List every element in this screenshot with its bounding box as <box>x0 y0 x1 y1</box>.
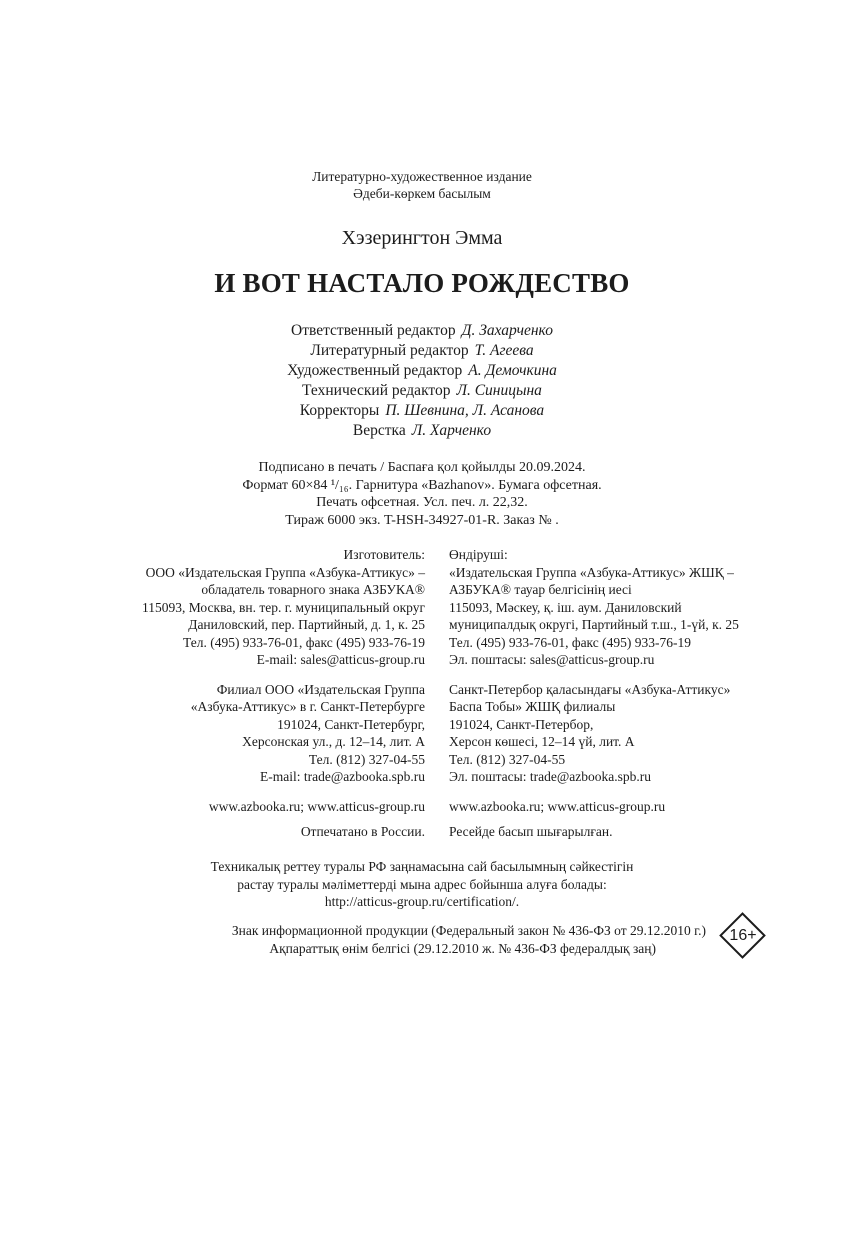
printed-in-ru: Отпечатано в России. <box>300 824 425 839</box>
branch-line: Тел. (812) 327-04-55 <box>449 751 566 767</box>
address-line: муниципалдық округі, Партийный т.ш., 1-үй, к. 25 <box>449 617 739 632</box>
credit-name: П. Шевнина, Л. Асанова <box>385 402 545 419</box>
company-line: обладатель товарного знака АЗБУКА® <box>201 582 425 597</box>
genre-kz: Әдеби-көркем басылым <box>353 186 491 201</box>
credit-name: Л. Синицына <box>456 382 542 399</box>
manufacturer-ru <box>85 546 425 669</box>
cert-line: Техникалық реттеу туралы РФ заңнамасына сай басылымның сәйкестігін <box>210 859 634 874</box>
manufacturer-kz <box>449 546 809 669</box>
print-line: Подписано в печать / Баспаға қол қойылды 20.09.2024. <box>258 460 586 475</box>
branch-line: Эл. поштасы: trade@azbooka.spb.ru <box>449 769 651 784</box>
company-line: ООО «Издательская Группа «Азбука-Аттикус» – <box>145 564 425 580</box>
age-rating-label: 16+ <box>729 927 757 944</box>
address-line: Даниловский, пер. Партийный, д. 1, к. 25 <box>188 617 425 632</box>
print-line: Формат 60×84 ¹/₁₆. Гарнитура «Bazhanov». Бумага офсетная. <box>242 477 602 493</box>
credit-line <box>0 341 844 361</box>
branch-line: Баспа Тобы» ЖШҚ филиалы <box>449 699 616 714</box>
column-russian <box>85 546 425 853</box>
branch-line: 191024, Санкт-Петербор, <box>449 716 594 732</box>
book-title: И ВОТ НАСТАЛО РОЖДЕСТВО <box>214 268 630 298</box>
credit-name: Д. Захарченко <box>461 322 553 339</box>
age-rating-badge <box>718 911 768 961</box>
address-line: 115093, Москва, вн. тер. г. муниципальный округ <box>142 599 425 615</box>
cert-url: http://atticus-group.ru/certification/. <box>324 894 520 909</box>
credit-line <box>0 321 844 341</box>
credit-name: Т. Агеева <box>474 342 534 359</box>
info-mark-ru: Знак информационной продукции (Федеральный закон № 436-ФЗ от 29.12.2010 г.) <box>231 923 706 938</box>
branch-line: Херсон көшесі, 12–14 үй, лит. А <box>449 734 635 749</box>
credit-line <box>0 381 844 401</box>
address-line: 115093, Мәскеу, қ. іш. аум. Даниловский <box>449 599 682 615</box>
manufacturer-label: Өндіруші: <box>449 547 508 562</box>
phone-line: Тел. (495) 933-76-01, факс (495) 933-76-19 <box>182 634 425 650</box>
company-line: «Издательская Группа «Азбука-Аттикус» ЖШҚ – <box>449 564 734 580</box>
email-line: E-mail: sales@atticus-group.ru <box>256 652 425 667</box>
credit-name: Л. Харченко <box>411 422 492 439</box>
genre-ru: Литературно-художественное издание <box>312 169 532 184</box>
websites-kz: www.azbooka.ru; www.atticus-group.ru <box>449 798 666 814</box>
info-mark-kz: Ақпараттық өнім белгісі (29.12.2010 ж. № 436-ФЗ федералдық заң) <box>269 941 656 956</box>
column-kazakh <box>449 546 809 853</box>
credit-role: Литературный редактор <box>310 342 469 359</box>
credits-list <box>0 321 844 441</box>
branch-line: Херсонская ул., д. 12–14, лит. А <box>242 734 425 749</box>
credit-role: Художественный редактор <box>287 362 463 379</box>
branch-line: E-mail: trade@azbooka.spb.ru <box>260 769 425 784</box>
branch-line: 191024, Санкт-Петербург, <box>277 716 425 732</box>
print-info <box>0 459 844 529</box>
credit-name: А. Демочкина <box>468 362 557 379</box>
credit-line <box>0 401 844 421</box>
manufacturer-label: Изготовитель: <box>343 547 425 562</box>
printed-in-kz: Ресейде басып шығарылған. <box>449 824 613 839</box>
credit-role: Корректоры <box>299 402 380 419</box>
cert-line: растау туралы мәліметтерді мына адрес бойынша алуға болады: <box>237 876 607 892</box>
company-line: АЗБУКА® тауар белгісінің иесі <box>449 582 632 597</box>
email-line: Эл. поштасы: sales@atticus-group.ru <box>449 652 655 667</box>
credit-line <box>0 421 844 441</box>
certification-note <box>0 858 844 911</box>
credit-role: Ответственный редактор <box>291 322 456 339</box>
branch-kz <box>449 681 809 786</box>
branch-line: Санкт-Петербор қаласындағы «Азбука-Аттикус» <box>449 681 731 697</box>
author-name: Хэзерингтон Эмма <box>341 227 503 249</box>
genre-block <box>0 168 844 202</box>
phone-line: Тел. (495) 933-76-01, факс (495) 933-76-19 <box>449 634 692 650</box>
print-line: Тираж 6000 экз. T-HSH-34927-01-R. Заказ № . <box>285 512 559 528</box>
credit-role: Верстка <box>352 422 406 439</box>
print-line: Печать офсетная. Усл. печ. л. 22,32. <box>316 495 528 510</box>
branch-line: Тел. (812) 327-04-55 <box>308 751 425 767</box>
credit-role: Технический редактор <box>302 382 451 399</box>
credit-line <box>0 361 844 381</box>
branch-line: Филиал ООО «Издательская Группа <box>216 681 425 697</box>
branch-ru <box>85 681 425 786</box>
websites-ru: www.azbooka.ru; www.atticus-group.ru <box>208 798 425 814</box>
branch-line: «Азбука-Аттикус» в г. Санкт-Петербурге <box>190 699 425 714</box>
